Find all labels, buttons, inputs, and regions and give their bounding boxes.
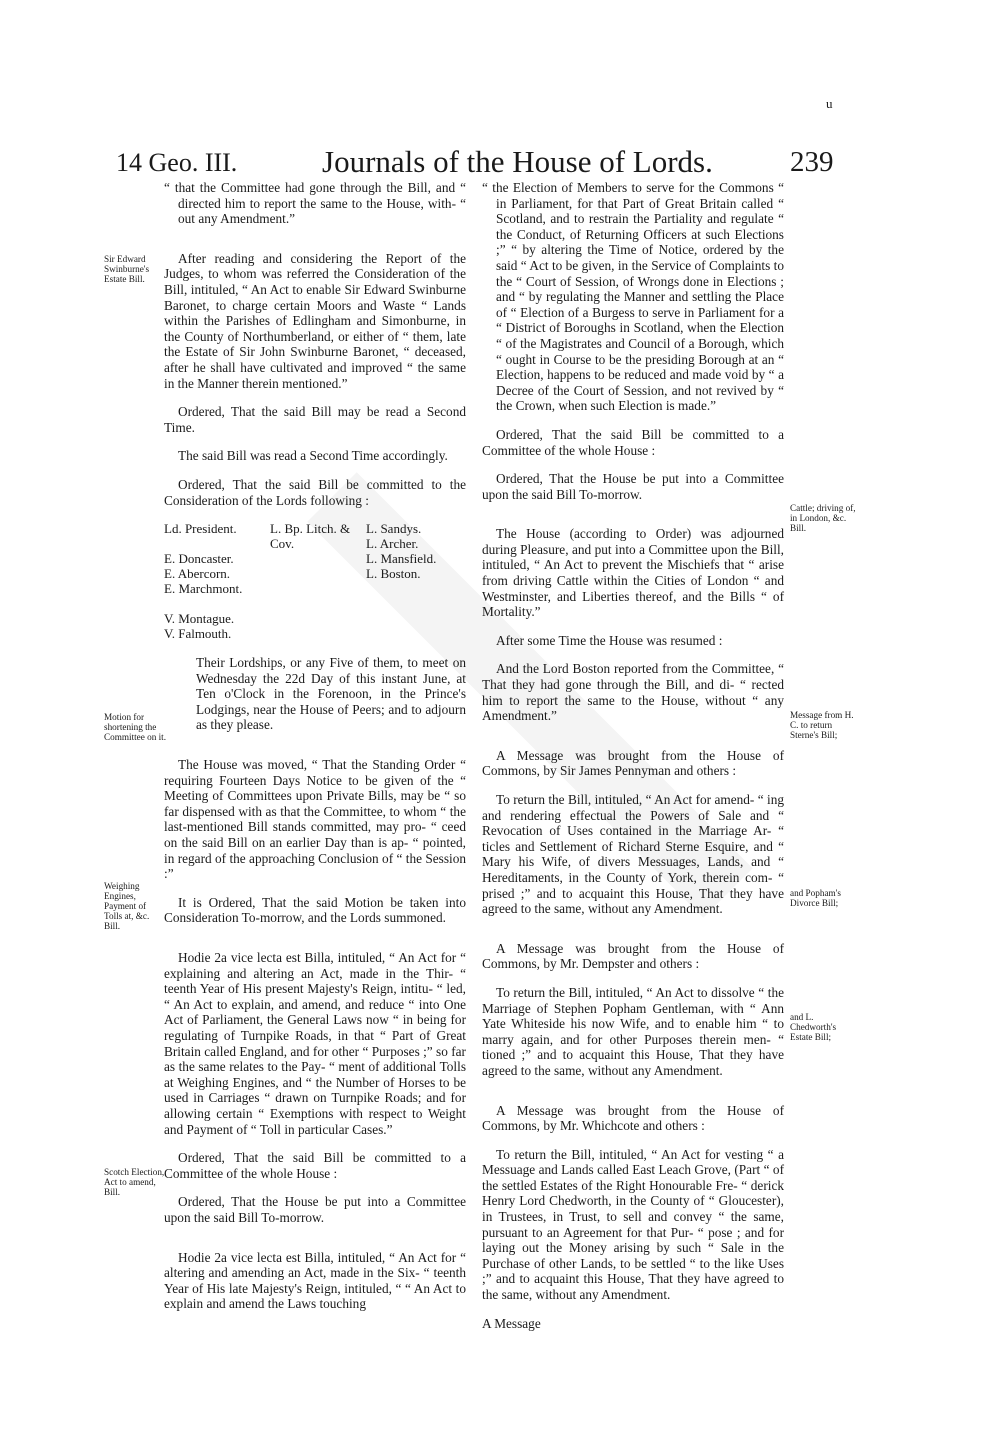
margin-note-sterne: Message from H. C. to return Sterne's Bill; (790, 710, 854, 740)
catchword: A Message (482, 1315, 541, 1331)
journal-title: Journals of the House of Lords. (322, 144, 713, 179)
paragraph: Ordered, That the House be put into a Committee upon the said Bill To-morrow. (482, 471, 784, 502)
margin-note-motion: Motion for shortening the Committee on it. (104, 712, 167, 742)
paragraph: After some Time the House was resumed : (496, 632, 723, 648)
paragraph: The House (according to Order) was adjourned during Pleasure, and put into a Committee upon the Bill, intituled, “ An Act to prevent the Mischiefs that “ arise from driving Cattle within the Cities of London “ and Westminster, and Liberties thereof, and the Bills “ of Mortality.” (482, 526, 784, 620)
lord-name: Ld. President. (164, 521, 237, 537)
lord-name: L. Archer. (366, 536, 419, 552)
paragraph: “ the Election of Members to serve for the Commons “ in Parliament, for that Part of Great Britain called “ Scotland, and to restrain the Partiality and regulate “ the Conduct, of Returning Officers at such Elections ;” “ by altering the Time of Notice, ordered by the said “ Act to be given, in the Service of Complaints to the “ Court of Session, of Wrongs done in Elections ; and “ by regulating the Manner and settling the Place of “ Election of a Burgess to serve in Parliament for a “ District of Boroughs in Scotland, when the Election “ of the Magistrates and Council of a Borough, which “ ought in Course to be the presiding Borough at an “ Election, happens to be reduced and made void by “ a Decree of the Court of Session, and not revived by “ the Crown, when such Election is made.” (482, 180, 784, 414)
lord-name: E. Abercorn. (164, 566, 231, 582)
margin-note-popham: and Popham's Divorce Bill; (790, 888, 841, 908)
lord-name: L. Sandys. (366, 521, 422, 537)
margin-note-cattle: Cattle; driving of, in London, &c. Bill. (790, 503, 856, 533)
paragraph: The said Bill was read a Second Time accordingly. (178, 448, 448, 464)
right-column (482, 180, 784, 1344)
lord-name: V. Falmouth. (164, 626, 232, 642)
paragraph: Ordered, That the said Bill be committed to a Committee of the whole House : (482, 426, 784, 458)
corner-mark: u (826, 96, 833, 111)
paragraph: Ordered, That the House be put into a Committee upon the said Bill To-morrow. (164, 1194, 466, 1225)
lord-name: E. Marchmont. (164, 581, 243, 597)
paragraph: Ordered, That the said Bill be committed to the Consideration of the Lords following : (164, 476, 466, 508)
paragraph: “ that the Committee had gone through the Bill, and “ directed him to report the same to the House, with- “ out any Amendment.” (164, 180, 466, 227)
paragraph: Hodie 2a vice lecta est Billa, intituled, “ An Act for “ explaining and altering an Act, made in the Thir- “ teenth Year of His present Majesty's Reign, intitu- “ led, “ An Act to explain, and amend, and reduce “ into One Act of Parliament, the General Laws now “ in being for regulating of Turnpike Roads, in that “ Part of Great Britain called England, and for other “ Purposes ;” so far as the same relates to the Pay- “ ment of additional Tolls at Weighing Engines, and “ the Number of Horses to be used in Carriages “ drawn on Turnpike Roads; and for allowing certain “ Exemptions with respect to Weight and Payment of “ Toll in particular Cases.” (164, 950, 466, 1137)
margin-note-swinburne: Sir Edward Swinburne's Estate Bill. (104, 254, 150, 284)
lord-name (164, 536, 270, 551)
left-column (164, 180, 466, 1325)
paragraph: To return the Bill, intituled, “ An Act for amend- “ ing and rendering effectual the Powers of Sale and “ Revocation of Uses contained in the Marriage Ar- “ ticles and Settlement of Richard Sterne Esquire, and “ Mary his Wife, of divers Messuages, Lands, and “ Hereditaments, in the County of York, therein com- “ prised ;” and to acquaint this House, That they have agreed to the same, without any Amendment. (482, 792, 784, 917)
margin-note-scotch: Scotch Election, Act to amend, Bill. (104, 1167, 165, 1197)
lords-list (164, 521, 466, 641)
paragraph: After reading and considering the Report of the Judges, to whom was referred the Consideration of the Bill, intituled, “ An Act to enable Sir Edward Swinburne Baronet, to charge certain Moors and Waste “ Lands within the Parishes of Edlingham and Simonburne, in the County of Northumberland, or either of “ them, late the Estate of Sir John Swinburne Baronet, “ deceased, after he shall have cultivated and improved “ the same in the Manner therein mentioned.” (164, 250, 466, 391)
paragraph: A Message was brought from the House of Commons, by Sir James Pennyman and others : (482, 747, 784, 779)
page-number: 239 (790, 146, 834, 178)
margin-note-chedworth: and L. Chedworth's Estate Bill; (790, 1012, 837, 1042)
margin-note-weighing: Weighing Engines, Payment of Tolls at, &c. Bill. (104, 881, 150, 931)
lord-name: L. Bp. Litch. & Cov. (270, 521, 351, 552)
paragraph: Their Lordships, or any Five of them, to meet on Wednesday the 22d Day of this instant June, at Ten o'Clock in the Forenoon, in the Prince's Lodgings, near the House of Peers; and to adjourn as they please. (196, 655, 466, 733)
page-header (0, 144, 992, 184)
paragraph: The House was moved, “ That the Standing Order “ requiring Fourteen Days Notice to be given of the “ Meeting of Committees upon Private Bills, may be “ so far dispensed with as that the Committee, to whom “ the last-mentioned Bill stands committed, may pro- “ ceed on the said Bill on an earlier Day than is ap- “ pointed, in regard of the approaching Conclusion of “ the Session :” (164, 757, 466, 882)
lord-name: L. Boston. (366, 566, 421, 582)
paragraph: Ordered, That the said Bill be committed to a Committee of the whole House : (164, 1150, 466, 1181)
paragraph: A Message was brought from the House of Commons, by Mr. Whichcote and others : (482, 1102, 784, 1134)
paragraph: Hodie 2a vice lecta est Billa, intituled, “ An Act for “ altering and amending an Act, made in the Six- “ teenth Year of His late Majesty's Reign, intituled, “ “ An Act to explain and amend the Laws touching (164, 1249, 466, 1312)
paragraph: To return the Bill, intituled, “ An Act to dissolve “ the Marriage of Stephen Popham Gentleman, with “ Ann Yate Whiteside his now Wife, and to enable him “ to marry again, and for other Purposes therein men- “ tioned ;” and to acquaint this House, That they have agreed to the same, without any Amendment. (482, 984, 784, 1078)
paragraph: To return the Bill, intituled, “ An Act for vesting “ a Messuage and Lands called East Leach Grove, (Part “ of the settled Estates of the Right Honourable Fre- “ derick Henry Lord Chedworth, in the County of “ Gloucester), in Trustees, in Trust, to sell and convey “ the same, pursuant to an Agreement for that Pur- “ pose ; and for laying out the Money arising by such “ Sale in the Purchase of other Lands, to be settled “ to the like Uses ;” and to acquaint this House, That they have agreed to the same, without any Amendment. (482, 1146, 784, 1303)
lord-name: L. Mansfield. (366, 551, 437, 567)
regnal-year: 14 Geo. III. (116, 148, 238, 177)
lord-name: E. Doncaster. (164, 551, 234, 567)
lord-name: V. Montague. (164, 611, 235, 627)
paragraph: Ordered, That the said Bill may be read a Second Time. (164, 404, 466, 435)
paragraph: It is Ordered, That the said Motion be taken into Consideration To-morrow, and the Lords summoned. (164, 894, 466, 926)
paragraph: A Message was brought from the House of Commons, by Mr. Dempster and others : (482, 940, 784, 972)
lord-name (164, 596, 270, 611)
paragraph: And the Lord Boston reported from the Committee, “ That they had gone through the Bill, and di- “ rected him to report the same to the House, without “ any Amendment.” (482, 661, 784, 724)
